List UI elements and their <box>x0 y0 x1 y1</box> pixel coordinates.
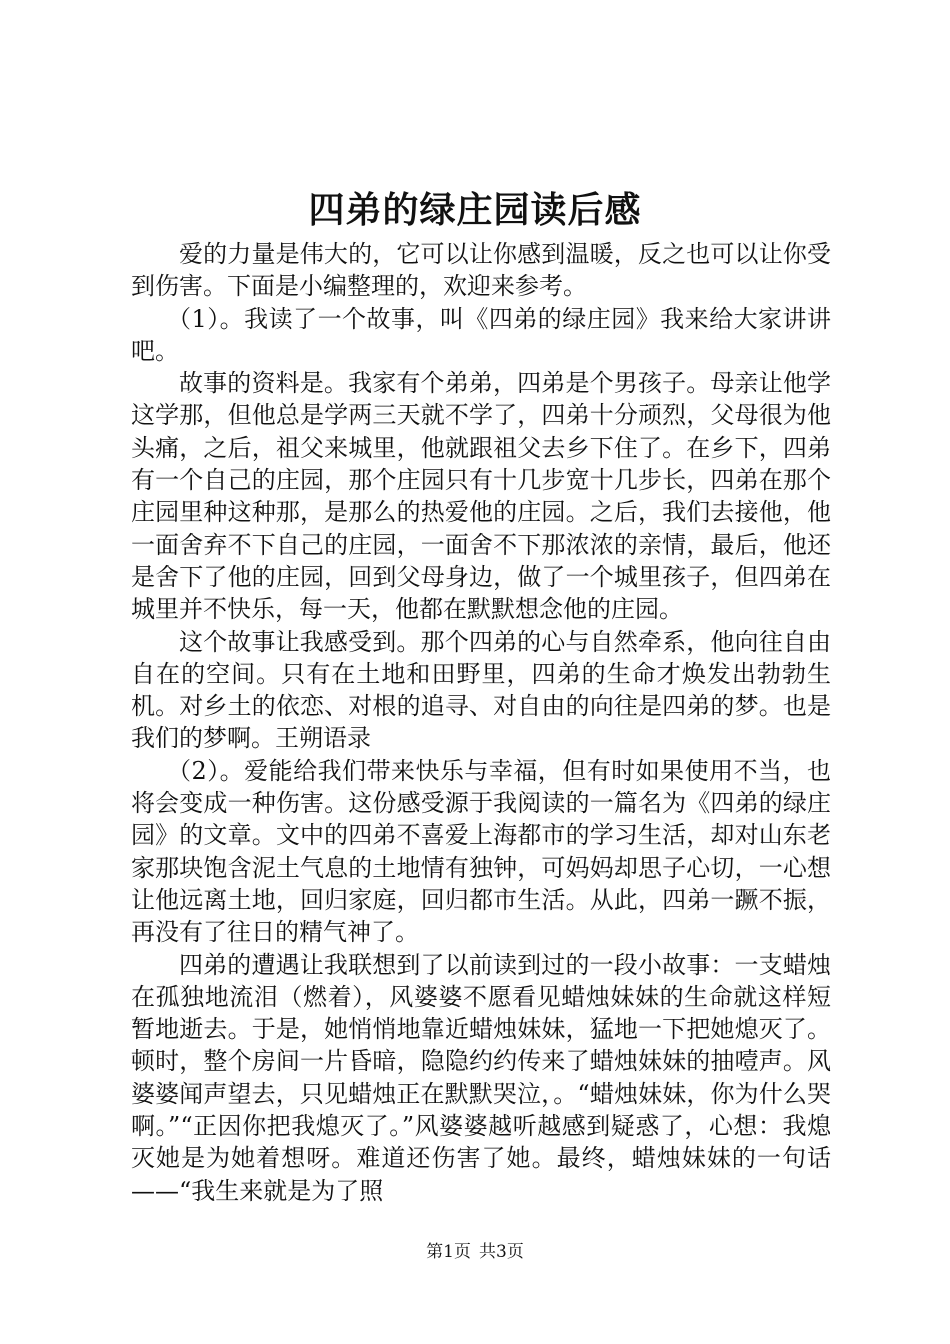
document-body <box>131 238 831 1207</box>
paragraph-reflection: 这个故事让我感受到。那个四弟的心与自然牵系，他向往自由自在的空间。只有在土地和田野里，四弟的生命才焕发出勃勃生机。对乡土的依恋、对根的追寻、对自由的向往是四弟的梦。也是我们的梦啊。王朔语录 <box>131 627 831 753</box>
paragraph-section-2: （2）。爱能给我们带来快乐与幸福，但有时如果使用不当，也将会变成一种伤害。这份感受源于我阅读的一篇名为《四弟的绿庄园》的文章。文中的四弟不喜爱上海都市的学习生活，却对山东老家那块饱含泥土气息的土地情有独钟，可妈妈却思子心切，一心想让他远离土地，回归家庭，回归都市生活。从此，四弟一蹶不振，再没有了往日的精气神了。 <box>131 756 831 947</box>
document-title: 四弟的绿庄园读后感 <box>308 189 642 231</box>
page-footer <box>0 1240 950 1264</box>
paragraph-section-1: （1）。我读了一个故事，叫《四弟的绿庄园》我来给大家讲讲吧。 <box>131 304 831 365</box>
page-number: 第1页 <box>426 1242 471 1262</box>
paragraph-candle-story: 四弟的遭遇让我联想到了以前读到过的一段小故事：一支蜡烛在孤独地流泪（燃着），风婆婆不愿看见蜡烛妹妹的生命就这样短暂地逝去。于是，她悄悄地靠近蜡烛妹妹，猛地一下把她熄灭了。顿时，整个房间一片昏暗，隐隐约约传来了蜡烛妹妹的抽噎声。风婆婆闻声望去，只见蜡烛正在默默哭泣，。“蜡烛妹妹，你为什么哭啊。”“正因你把我熄灭了。”风婆婆越听越感到疑惑了，心想：我熄灭她是为她着想呀。难道还伤害了她。最终，蜡烛妹妹的一句话——“我生来就是为了照 <box>131 950 831 1205</box>
page-total: 共3页 <box>479 1242 524 1262</box>
paragraph-intro: 爱的力量是伟大的，它可以让你感到温暖，反之也可以让你受到伤害。下面是小编整理的，欢迎来参考。 <box>131 240 831 301</box>
paragraph-story: 故事的资料是。我家有个弟弟，四弟是个男孩子。母亲让他学这学那，但他总是学两三天就不学了，四弟十分顽烈，父母很为他头痛，之后，祖父来城里，他就跟祖父去乡下住了。在乡下，四弟有一个自己的庄园，那个庄园只有十几步宽十几步长，四弟在那个庄园里种这种那，是那么的热爱他的庄园。之后，我们去接他，他一面舍弃不下自己的庄园，一面舍不下那浓浓的亲情，最后，他还是舍下了他的庄园，回到父母身边，做了一个城里孩子，但四弟在城里并不快乐，每一天，他都在默默想念他的庄园。 <box>131 369 831 624</box>
